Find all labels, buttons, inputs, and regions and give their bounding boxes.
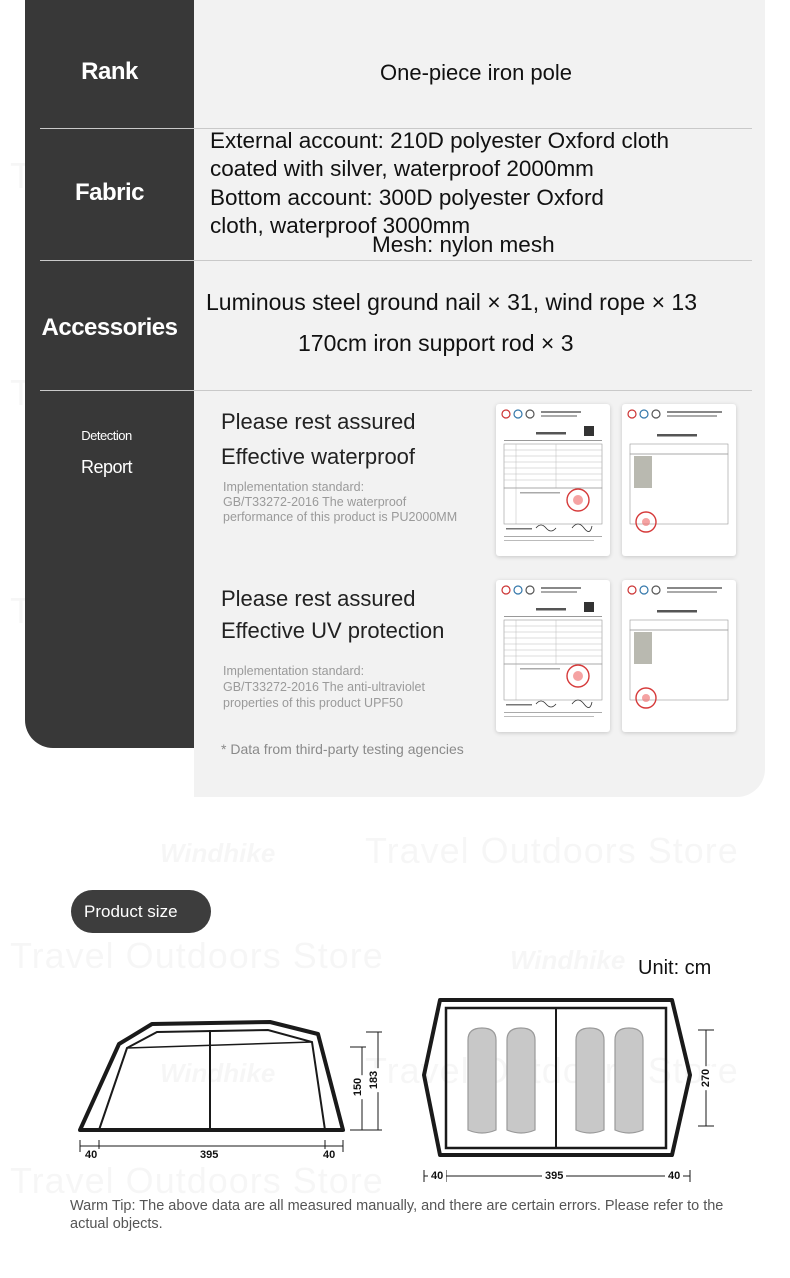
- fabric-line-4: cloth, waterproof 3000mm: [210, 213, 471, 238]
- watermark-brand: [510, 945, 625, 976]
- tent-side-view: [80, 1022, 343, 1130]
- side-right-overhang-label: 40: [320, 1149, 338, 1161]
- fabric-label: Fabric: [74, 179, 145, 206]
- watermark-store: [10, 935, 384, 977]
- accessories-line-2: 170cm iron support rod × 3: [298, 330, 574, 356]
- tent-top-view: [424, 1000, 690, 1155]
- uv-standard-1: Implementation standard:: [223, 664, 365, 678]
- test-report-page-2: [622, 404, 736, 556]
- waterproof-standard-3: performance of this product is PU2000MM: [223, 510, 458, 524]
- third-party-footnote: * Data from third-party testing agencies: [221, 741, 464, 757]
- watermark-store: [365, 830, 739, 872]
- total-height-label: 183: [368, 1068, 380, 1092]
- test-report-page-3: [496, 580, 610, 732]
- fabric-line-2: coated with silver, waterproof 2000mm: [210, 156, 594, 181]
- waterproof-standard-2: GB/T33272-2016 The waterproof: [223, 495, 407, 509]
- fabric-line-3: Bottom account: 300D polyester Oxford: [210, 185, 604, 210]
- test-report-page-4: [622, 580, 736, 732]
- detection-label-large: Report: [80, 457, 133, 477]
- unit-label: Unit: cm: [638, 957, 712, 979]
- fabric-line-1: External account: 210D polyester Oxford cloth: [210, 128, 669, 153]
- side-width-label: 395: [197, 1149, 221, 1161]
- row-divider: [40, 390, 752, 391]
- uv-title-2: Effective UV protection: [221, 618, 445, 643]
- uv-title-1: Please rest assured: [221, 586, 416, 611]
- watermark-brand: [160, 838, 275, 869]
- uv-standard-3: properties of this product UPF50: [223, 696, 403, 710]
- rank-value: One-piece iron pole: [380, 60, 573, 85]
- waterprooof-title-1: Please rest assured: [221, 409, 416, 434]
- accessories-label: Accessories: [41, 314, 178, 341]
- rank-label: Rank: [81, 58, 138, 85]
- detection-label-small: Detection: [81, 428, 132, 443]
- tent-dimension-drawing: [0, 980, 790, 1190]
- top-width-label: 395: [542, 1170, 566, 1182]
- accessories-line-1: Luminous steel ground nail × 31, wind rope × 13: [206, 289, 697, 315]
- test-report-page-1: [496, 404, 610, 556]
- row-divider: [40, 260, 752, 261]
- fabric-line-5: Mesh: nylon mesh: [372, 232, 555, 257]
- depth-label: 270: [700, 1066, 712, 1090]
- spec-label-column: [25, 0, 194, 748]
- uv-standard-2: GB/T33272-2016 The anti-ultraviolet: [223, 680, 425, 694]
- wall-height-label: 150: [352, 1075, 364, 1099]
- waterproof-title-2: Effective waterproof: [221, 444, 416, 469]
- warm-tip: Warm Tip: The above data are all measured manually, and there are certain errors. Please refer to the actual objects.: [70, 1198, 724, 1232]
- top-left-overhang-label: 40: [428, 1170, 446, 1182]
- side-left-overhang-label: 40: [82, 1149, 100, 1161]
- product-size-badge: Product size: [71, 890, 211, 933]
- top-right-overhang-label: 40: [665, 1170, 683, 1182]
- waterproof-standard-1: Implementation standard:: [223, 480, 365, 494]
